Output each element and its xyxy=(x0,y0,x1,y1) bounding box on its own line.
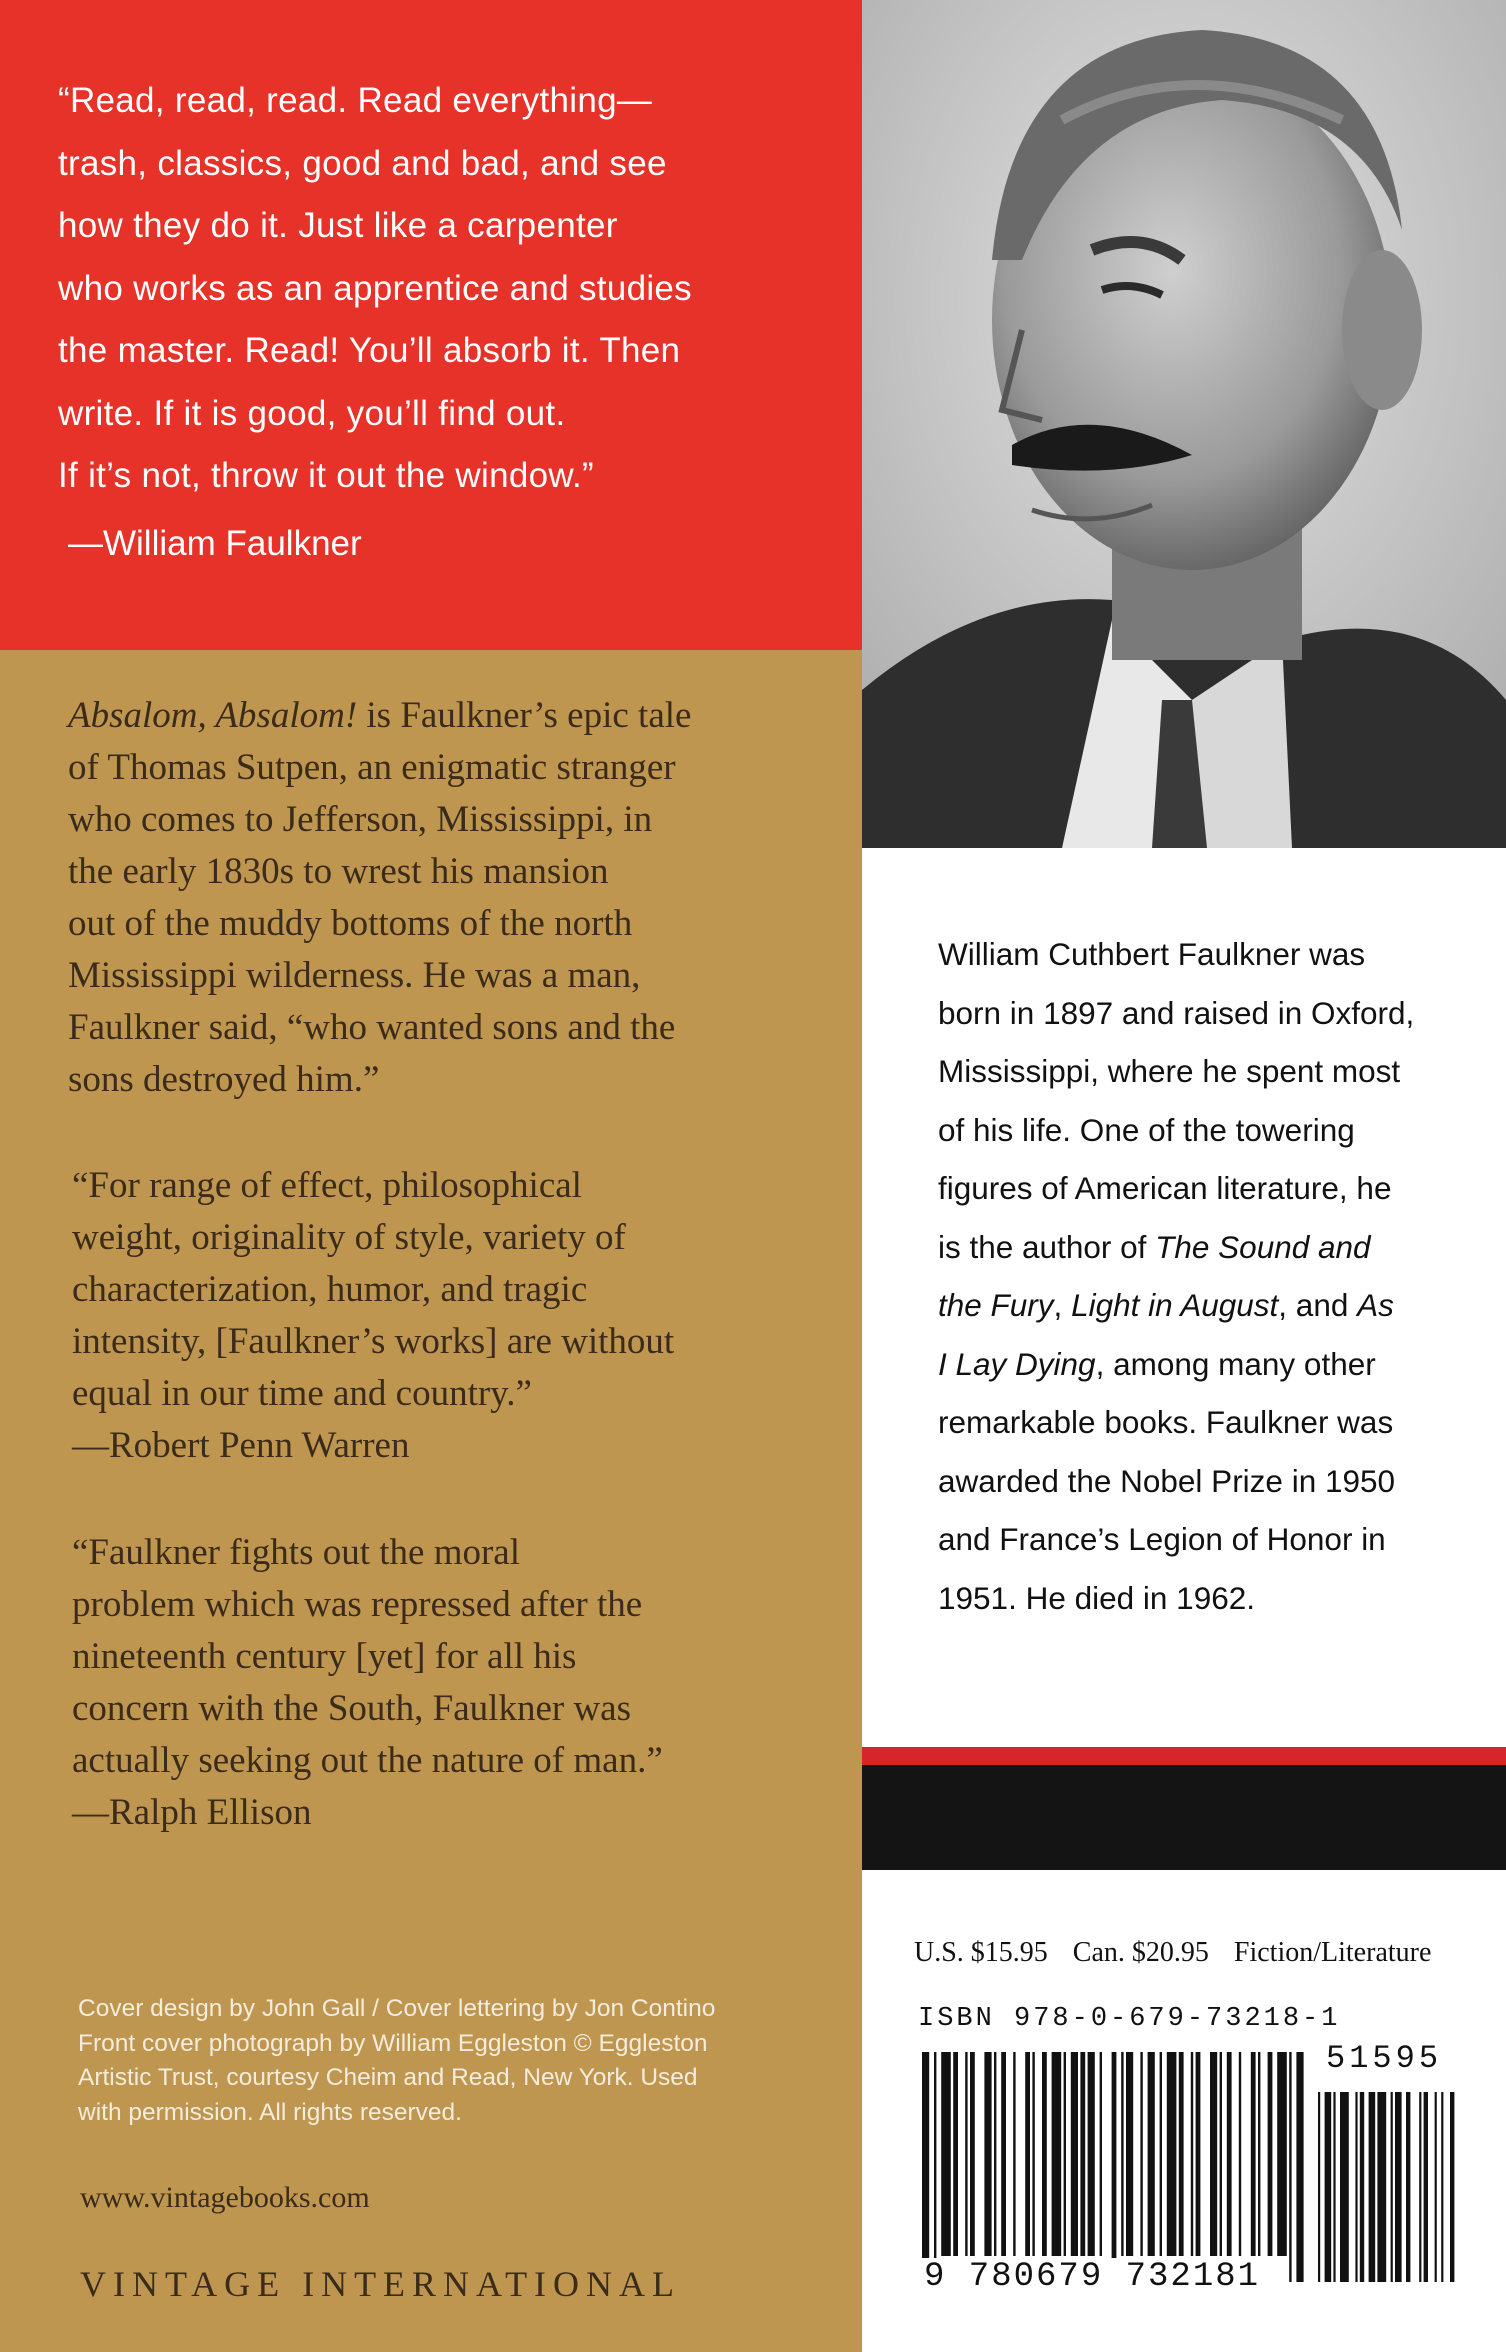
barcode-bar xyxy=(994,2052,996,2256)
barcode-bar xyxy=(1160,2052,1162,2256)
can-price: Can. $20.95 xyxy=(1072,1937,1209,1968)
barcode-digits: 9 780679 732181 xyxy=(920,2258,1264,2296)
quote-line: If it’s not, throw it out the window.” xyxy=(58,456,595,495)
blurb-line: Absalom, Absalom! is Faulkner’s epic tale xyxy=(68,695,692,736)
barcode-bar xyxy=(1191,2052,1193,2256)
barcode-addon-bar xyxy=(1360,2092,1364,2282)
barcode-bar xyxy=(1013,2052,1015,2256)
bio-line: 1951. He died in 1962. xyxy=(938,1579,1255,1616)
review-line: equal in our time and country.” xyxy=(72,1373,532,1414)
barcode-bar xyxy=(1277,2052,1287,2256)
barcode-addon-bar xyxy=(1325,2092,1332,2282)
bio-line: born in 1897 and raised in Oxford, xyxy=(938,994,1415,1031)
price-line xyxy=(914,1937,1449,1969)
review-attribution: —Robert Penn Warren xyxy=(72,1425,410,1466)
barcode-bar xyxy=(1289,2052,1291,2282)
blurb-line: sons destroyed him.” xyxy=(68,1059,380,1100)
blurb-line: of Thomas Sutpen, an enigmatic stranger xyxy=(68,747,676,788)
barcode-bar xyxy=(934,2052,936,2282)
blurb-line: Faulkner said, “who wanted sons and the xyxy=(68,1007,676,1048)
barcode-addon-bar xyxy=(1333,2092,1335,2282)
review-line: problem which was repressed after the xyxy=(72,1584,643,1625)
cover-credits xyxy=(78,1992,818,2130)
barcode-bar xyxy=(1239,2052,1241,2256)
barcode-bar xyxy=(1100,2052,1102,2256)
review-ellison xyxy=(72,1527,792,1839)
red-stripe xyxy=(862,1747,1506,1765)
review-attribution: —Ralph Ellison xyxy=(72,1792,312,1833)
category-label: Fiction/Literature xyxy=(1233,1937,1432,1968)
barcode-bar xyxy=(1071,2052,1078,2256)
barcode-bar xyxy=(1140,2052,1142,2256)
bio-line: the Fury, Light in August, and As xyxy=(938,1287,1394,1323)
barcode-bar xyxy=(1227,2052,1232,2256)
review-line: intensity, [Faulkner’s works] are without xyxy=(72,1321,675,1362)
barcode-bar xyxy=(1042,2052,1047,2256)
faulkner-quote xyxy=(58,70,838,508)
barcode-addon-bar xyxy=(1406,2092,1410,2282)
quote-line: write. If it is good, you’ll find out. xyxy=(58,393,566,433)
barcode-bar xyxy=(1112,2052,1117,2282)
barcode-bar xyxy=(1268,2052,1273,2256)
bio-line: and France’s Legion of Honor in xyxy=(938,1521,1386,1557)
credit-line: Front cover photograph by William Eggleston © Eggleston xyxy=(78,2029,708,2057)
bio-line: figures of American literature, he xyxy=(938,1170,1392,1206)
barcode-bar xyxy=(970,2052,975,2256)
barcode-bar xyxy=(1126,2052,1133,2256)
barcode-bar xyxy=(1296,2052,1303,2282)
bio-line: is the author of The Sound and xyxy=(938,1228,1371,1265)
bio-line: Mississippi, where he spent most xyxy=(938,1053,1401,1089)
review-line: “Faulkner fights out the moral xyxy=(72,1532,521,1573)
barcode-bar xyxy=(984,2052,991,2256)
credit-line: Cover design by John Gall / Cover lettering by Jon Contino xyxy=(78,1995,716,2022)
bio-line: William Cuthbert Faulkner was xyxy=(938,936,1366,972)
review-line: actually seeking out the nature of man.” xyxy=(72,1740,663,1781)
barcode-bar xyxy=(1121,2052,1123,2256)
review-line: nineteenth century [yet] for all his xyxy=(72,1636,577,1677)
barcode-bar xyxy=(1080,2052,1085,2256)
publisher-website: www.vintagebooks.com xyxy=(80,2181,370,2214)
bio-line: I Lay Dying, among many other xyxy=(938,1345,1376,1382)
publisher-imprint: VINTAGE INTERNATIONAL xyxy=(80,2264,682,2304)
review-line: weight, originality of style, variety of xyxy=(72,1217,626,1258)
barcode-bar xyxy=(965,2052,967,2256)
author-bio xyxy=(938,925,1478,1627)
credit-line: Artistic Trust, courtesy Cheim and Read, New York. Used xyxy=(78,2064,698,2091)
blurb-line: who comes to Jefferson, Mississippi, in xyxy=(68,799,653,840)
author-photo xyxy=(862,0,1506,848)
barcode-addon-bar xyxy=(1424,2092,1428,2282)
barcode-bar xyxy=(1052,2052,1062,2256)
barcode-addon-bar xyxy=(1435,2092,1437,2282)
review-warren xyxy=(72,1160,792,1472)
barcode-bar xyxy=(941,2052,951,2256)
credit-line: with permission. All rights reserved. xyxy=(78,2098,462,2126)
barcode-bar xyxy=(1148,2052,1155,2256)
barcode-bar xyxy=(922,2052,929,2282)
barcode-addon-bar xyxy=(1340,2092,1349,2282)
us-price: U.S. $15.95 xyxy=(914,1937,1048,1968)
barcode-addon-bar xyxy=(1377,2092,1386,2282)
barcode-addon-digits: 51595 xyxy=(1326,2040,1443,2077)
quote-attribution: —William Faulkner xyxy=(68,524,362,563)
barcode-addon-bar xyxy=(1391,2092,1393,2282)
review-line: concern with the South, Faulkner was xyxy=(72,1688,631,1729)
quote-line: trash, classics, good and bad, and see xyxy=(58,143,667,183)
bio-line: of his life. One of the towering xyxy=(938,1111,1355,1148)
barcode-addon-bar xyxy=(1369,2092,1376,2282)
barcode-addon-bar xyxy=(1355,2092,1357,2282)
quote-panel xyxy=(0,0,862,650)
barcode-bar xyxy=(953,2052,958,2256)
blurb-line: the early 1830s to wrest his mansion xyxy=(68,851,609,892)
book-blurb xyxy=(68,690,808,1106)
review-line: “For range of effect, philosophical xyxy=(72,1165,582,1206)
barcode-bar xyxy=(1258,2052,1260,2256)
barcode-bar xyxy=(1196,2052,1201,2256)
blurb-line: out of the muddy bottoms of the north xyxy=(68,903,633,944)
barcode-addon-bar xyxy=(1395,2092,1402,2282)
barcode-addon-bar xyxy=(1318,2092,1320,2282)
barcode-bar xyxy=(1210,2052,1217,2256)
quote-line: who works as an apprentice and studies xyxy=(58,268,692,308)
barcode-bar xyxy=(1025,2052,1030,2256)
barcode-bar xyxy=(1251,2052,1256,2256)
black-stripe xyxy=(862,1765,1506,1870)
bio-line: remarkable books. Faulkner was xyxy=(938,1404,1394,1440)
review-line: characterization, humor, and tragic xyxy=(72,1269,588,1310)
quote-line: “Read, read, read. Read everything— xyxy=(58,81,653,120)
quote-line: the master. Read! You’ll absorb it. Then xyxy=(58,331,681,370)
barcode-bar xyxy=(1179,2052,1184,2256)
barcode-bar xyxy=(1088,2052,1095,2256)
blurb-line: Mississippi wilderness. He was a man, xyxy=(68,955,641,996)
barcode-bar xyxy=(1167,2052,1177,2256)
barcode-addon-bar xyxy=(1441,2092,1443,2282)
barcode-addon-bar xyxy=(1450,2092,1454,2282)
barcode-bar xyxy=(1220,2052,1222,2256)
author-portrait-image xyxy=(862,0,1506,848)
isbn-number: ISBN 978-0-679-73218-1 xyxy=(918,2004,1341,2034)
barcode-bar xyxy=(1001,2052,1006,2256)
quote-line: how they do it. Just like a carpenter xyxy=(58,206,618,245)
barcode-bar xyxy=(1032,2052,1034,2256)
barcode-bar xyxy=(1064,2052,1066,2256)
barcode-addon-bar xyxy=(1419,2092,1421,2282)
bio-line: awarded the Nobel Prize in 1950 xyxy=(938,1462,1396,1499)
book-title: Absalom, Absalom! xyxy=(68,695,358,736)
